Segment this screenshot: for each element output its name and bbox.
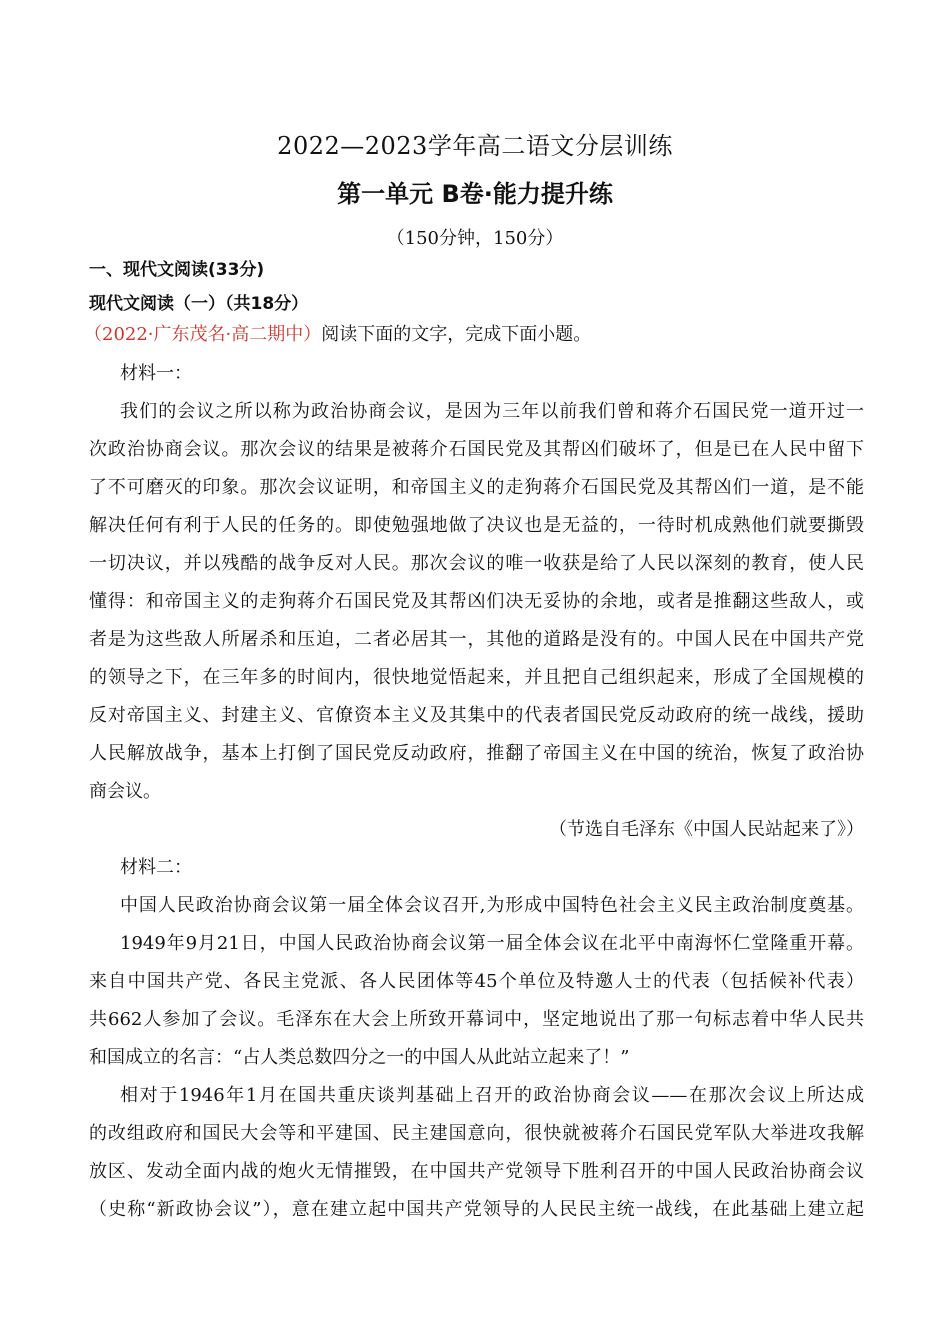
paragraph-line: 来自中国共产党、各民主党派、各人民团体等45个单位及特邀人士的代表（包括候补代表） [89,971,864,992]
sub-heading: 现代文阅读（一）（共18分） [89,294,309,314]
paragraph-line: 反对帝国主义、封建主义、官僚资本主义及其集中的代表者国民党反动政府的统一战线，援助 [89,705,864,726]
paragraph-line: 1949年9月21日，中国人民政治协商会议第一届全体会议在北平中南海怀仁堂隆重开幕。 [120,933,864,954]
time-score-note: （150分钟，150分） [386,228,564,249]
document-title: 2022—2023学年高二语文分层训练 [277,132,673,160]
paragraph-line: 商会议。 [89,781,161,802]
paragraph-line: 和国成立的名言：“占人类总数四分之一的中国人从此站立起来了！” [89,1047,630,1068]
paragraph-line: 的改组政府和国民大会等和平建国、民主建国意向，很快就被蒋介石国民党军队大举进攻我解 [89,1123,864,1144]
document-subtitle: 第一单元 B卷·能力提升练 [337,180,613,208]
material-2-label: 材料二： [120,857,192,878]
paragraph-line: 者是为这些敌人所屠杀和压迫，二者必居其一，其他的道路是没有的。中国人民在中国共产党 [89,629,864,650]
paragraph-line: 人民解放战争，基本上打倒了国民党反动政府，推翻了帝国主义在中国的统治，恢复了政治协 [89,743,864,764]
paragraph-line: 一切决议，并以残酷的战争反对人民。那次会议的唯一收获是给了人民以深刻的教育，使人民 [89,553,864,574]
paragraph-line: （史称“新政协会议”），意在建立起中国共产党领导的人民民主统一战线，在此基础上建立起 [89,1199,864,1220]
section-heading: 一、现代文阅读(33分) [89,260,265,280]
paragraph-line: 了不可磨灭的印象。那次会议证明，和帝国主义的走狗蒋介石国民党及其帮凶们一道，是不能 [89,477,864,498]
material-1-citation: （节选自毛泽东《中国人民站起来了》） [549,819,864,840]
material-1-label: 材料一： [120,363,192,384]
source-tag: （2022·广东茂名·高二期中） [84,324,322,345]
instruction-text: 阅读下面的文字，完成下面小题。 [321,324,592,345]
instruction-line [84,323,859,347]
paragraph-line: 中国人民政治协商会议第一届全体会议召开,为形成中国特色社会主义民主政治制度奠基。 [120,895,864,916]
paragraph-line: 解决任何有利于人民的任务的。即使勉强地做了决议也是无益的，一待时机成熟他们就要撕毁 [89,515,864,536]
paragraph-line: 相对于1946年1月在国共重庆谈判基础上召开的政治协商会议——在那次会议上所达成 [120,1085,864,1106]
paragraph-line: 放区、发动全面内战的炮火无情摧毁，在中国共产党领导下胜利召开的中国人民政治协商会议 [89,1161,864,1182]
paragraph-line: 的领导之下，在三年多的时间内，很快地觉悟起来，并且把自己组织起来，形成了全国规模的 [89,667,864,688]
paragraph-line: 次政治协商会议。那次会议的结果是被蒋介石国民党及其帮凶们破坏了，但是已在人民中留下 [89,439,864,460]
paragraph-line: 我们的会议之所以称为政治协商会议，是因为三年以前我们曾和蒋介石国民党一道开过一 [120,401,864,422]
paragraph-line: 共662人参加了会议。毛泽东在大会上所致开幕词中，坚定地说出了那一句标志着中华人民共 [89,1009,864,1030]
paragraph-line: 懂得：和帝国主义的走狗蒋介石国民党及其帮凶们决无妥协的余地，或者是推翻这些敌人，或 [89,591,864,612]
